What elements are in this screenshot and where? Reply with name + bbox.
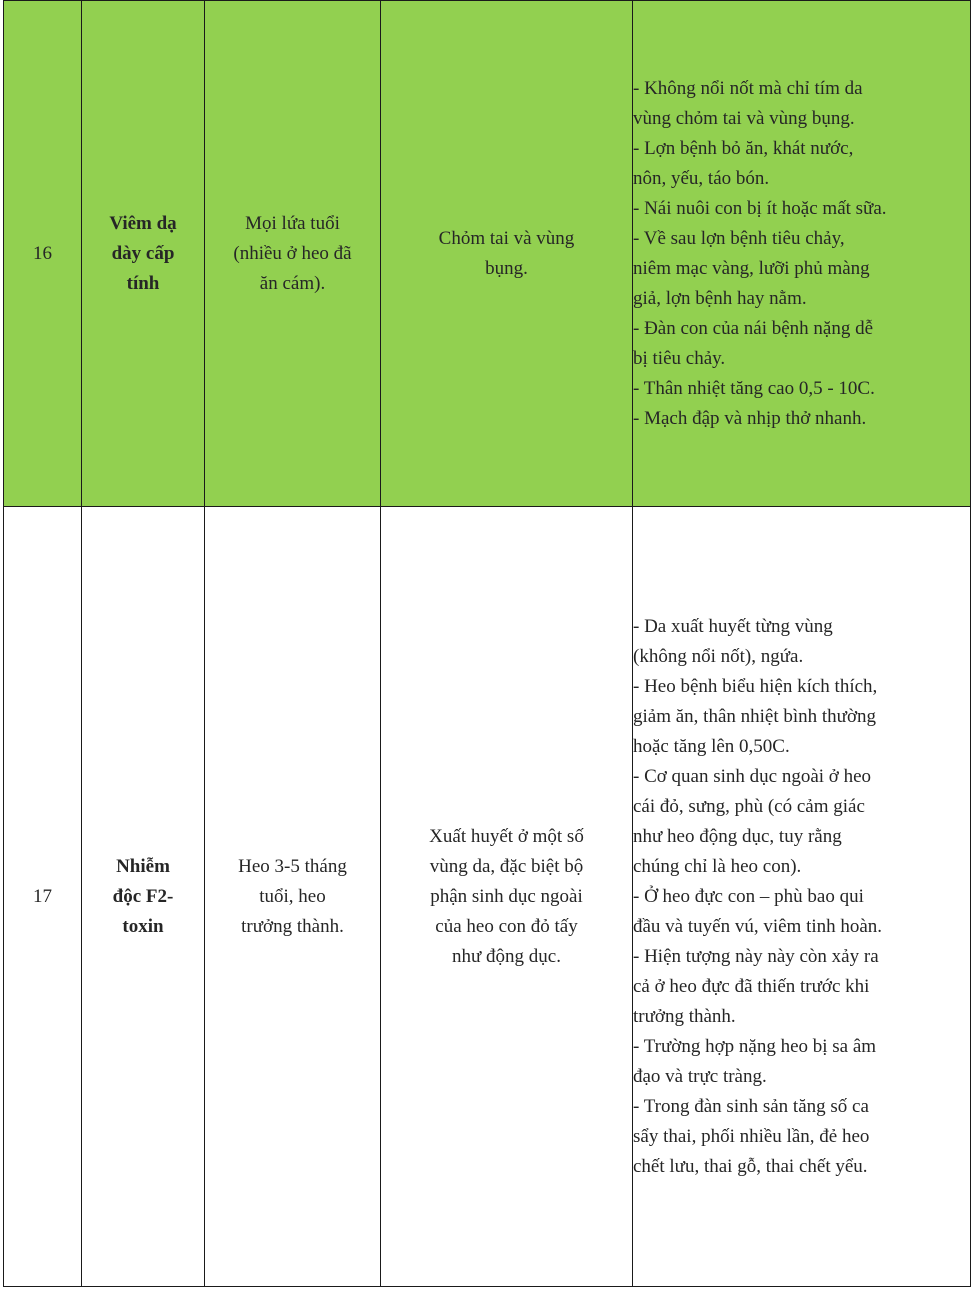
symptom-line: - Heo bệnh biểu hiện kích thích,: [633, 675, 878, 697]
symptom-line: - Về sau lợn bệnh tiêu chảy,: [633, 227, 845, 249]
symptom-line: - Đàn con của nái bệnh nặng dễ: [633, 317, 874, 339]
text-line: Mọi lứa tuổi: [245, 212, 340, 234]
symptom-line: hoặc tăng lên 0,50C.: [633, 735, 790, 757]
text-line: Chỏm tai và vùng: [438, 227, 575, 249]
symptom-line: chúng chỉ là heo con).: [633, 855, 802, 877]
text-line: ăn cám).: [259, 272, 326, 294]
text-line: tính: [126, 272, 160, 294]
text-line: tuổi, heo: [259, 885, 326, 907]
row-number: 16: [4, 1, 82, 507]
symptom-line: - Cơ quan sinh dục ngoài ở heo: [633, 765, 872, 787]
symptom-line: - Da xuất huyết từng vùng: [633, 615, 833, 637]
symptom-line: giảm ăn, thân nhiệt bình thường: [633, 705, 877, 727]
symptom-line: giả, lợn bệnh hay nằm.: [633, 287, 807, 309]
symptom-line: - Nái nuôi con bị ít hoặc mất sữa.: [633, 197, 887, 219]
symptom-line: vùng chỏm tai và vùng bụng.: [633, 107, 855, 129]
text-line: dày cấp: [111, 242, 175, 264]
text-line: của heo con đỏ tấy: [435, 915, 578, 937]
text-line: như động dục.: [452, 945, 561, 967]
symptom-line: cái đỏ, sưng, phù (có cảm giác: [633, 795, 865, 817]
symptom-line: - Mạch đập và nhịp thở nhanh.: [633, 407, 867, 429]
symptom-line: đầu và tuyến vú, viêm tinh hoàn.: [633, 915, 883, 937]
symptom-line: - Không nổi nốt mà chỉ tím da: [633, 77, 863, 99]
text-line: độc F2-: [112, 885, 174, 907]
symptom-line: - Trong đàn sinh sản tăng số ca: [633, 1095, 869, 1117]
symptom-line: chết lưu, thai gỗ, thai chết yểu.: [633, 1155, 868, 1177]
symptom-line: - Lợn bệnh bỏ ăn, khát nước,: [633, 137, 854, 159]
symptoms: [633, 1, 971, 507]
symptom-line: sẩy thai, phối nhiều lần, đẻ heo: [633, 1125, 870, 1147]
symptom-line: đạo và trực tràng.: [633, 1065, 767, 1087]
text-line: Viêm dạ: [109, 212, 177, 234]
symptom-line: như heo động dục, tuy rằng: [633, 825, 842, 847]
symptom-line: - Ở heo đực con – phù bao qui: [633, 885, 864, 907]
text-line: (nhiều ở heo đã: [233, 242, 352, 264]
text-line: bụng.: [485, 257, 528, 279]
text-line: Xuất huyết ở một số: [429, 825, 584, 847]
symptoms: [633, 507, 971, 1287]
row-number: 17: [4, 507, 82, 1287]
affected-age: [205, 507, 381, 1287]
disease-name: [82, 1, 205, 507]
disease-name: [82, 507, 205, 1287]
symptom-line: bị tiêu chảy.: [633, 347, 726, 369]
affected-age: [205, 1, 381, 507]
table-row: [4, 507, 971, 1287]
text-line: phận sinh dục ngoài: [430, 885, 583, 907]
symptom-line: (không nổi nốt), ngứa.: [633, 645, 804, 667]
symptom-line: nôn, yếu, táo bón.: [633, 167, 770, 189]
symptom-line: niêm mạc vàng, lưỡi phủ màng: [633, 257, 870, 279]
symptom-line: - Trường hợp nặng heo bị sa âm: [633, 1035, 877, 1057]
text-line: Heo 3-5 tháng: [238, 855, 347, 877]
table-row: [4, 1, 971, 507]
symptom-line: - Thân nhiệt tăng cao 0,5 - 10C.: [633, 377, 875, 399]
lesion-site: [381, 507, 633, 1287]
symptom-line: - Hiện tượng này này còn xảy ra: [633, 945, 879, 967]
text-line: vùng da, đặc biệt bộ: [429, 855, 584, 877]
text-line: toxin: [122, 915, 164, 937]
text-line: trưởng thành.: [241, 915, 344, 937]
text-line: Nhiễm: [116, 855, 170, 877]
symptom-line: trưởng thành.: [633, 1005, 736, 1027]
disease-table: [3, 0, 971, 1287]
lesion-site: [381, 1, 633, 507]
symptom-line: cả ở heo đực đã thiến trước khi: [633, 975, 870, 997]
